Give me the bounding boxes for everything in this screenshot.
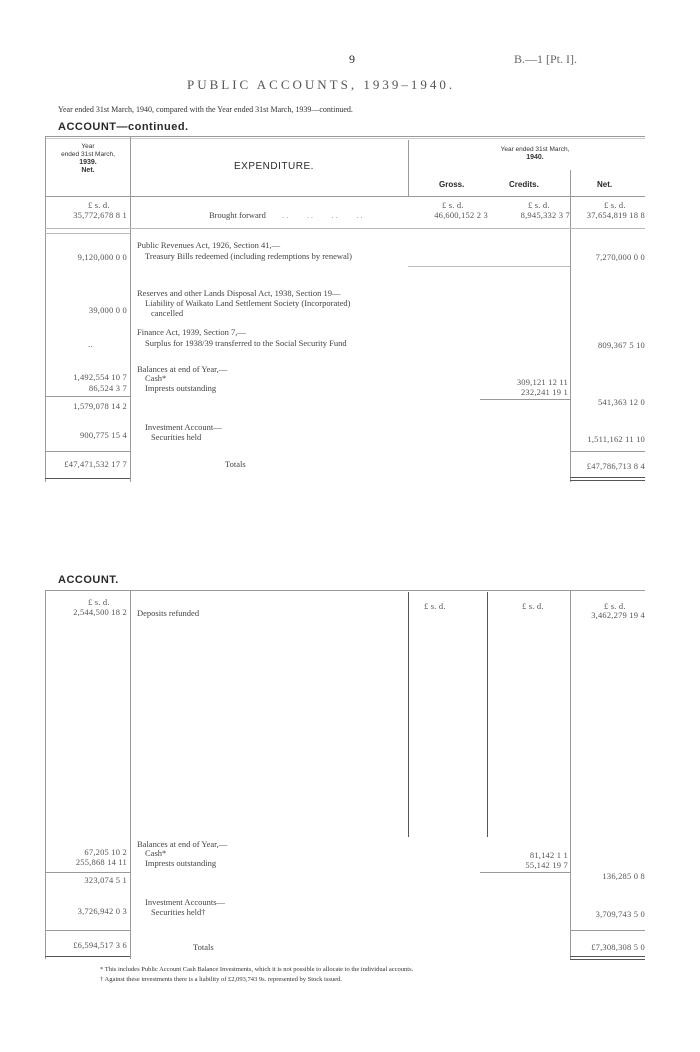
totals-label: Totals	[225, 459, 246, 469]
units-gross: £ s. d.	[442, 200, 464, 210]
balances2-line1: Balances at end of Year,—	[137, 839, 228, 849]
column-header-expenditure: EXPENDITURE.	[234, 161, 314, 172]
investment2-net: 3,709,743 5 0	[595, 909, 645, 919]
finance-line2: Surplus for 1938/39 transferred to the Social Security Fund	[145, 338, 347, 348]
reserves-1939: 39,000 0 0	[88, 305, 127, 315]
balances2-imprests-credits: 55,142 19 7	[525, 860, 568, 870]
balances-imprests-label: Imprests outstanding	[145, 383, 217, 393]
footnote-2: † Against these investments there is a liability of £2,093,743 9s. represented by Stock issued.	[100, 976, 342, 983]
units-left-2: £ s. d.	[88, 597, 110, 607]
section-heading-account-continued: ACCOUNT—continued.	[58, 121, 189, 133]
pra-line2: Treasury Bills redeemed (including redemptions by renewal)	[145, 251, 352, 261]
deposits-1939: 2,544,500 18 2	[73, 607, 127, 617]
units-left: £ s. d.	[88, 200, 110, 210]
investment-line2: Securities held	[151, 432, 202, 442]
document-reference: B.—1 [Pt. I].	[514, 52, 577, 66]
page-title: PUBLIC ACCOUNTS, 1939–1940.	[187, 77, 456, 92]
page-number: 9	[349, 52, 355, 66]
balances-total-1939: 1,579,078 14 2	[73, 401, 127, 411]
finance-line1: Finance Act, 1939, Section 7,—	[137, 327, 246, 337]
brought-forward-net: 37,654,819 18 8	[586, 210, 645, 220]
footnote-1: * This includes Public Account Cash Balance Investments, which it is not possible to allocate to the individual accounts.	[100, 966, 414, 973]
column-header-gross: Gross.	[439, 180, 465, 189]
balances2-total-1939: 323,074 5 1	[84, 875, 127, 885]
balances2-cash-1939: 67,205 10 2	[84, 847, 127, 857]
column-header-net: Net.	[597, 180, 613, 189]
balances-line1: Balances at end of Year,—	[137, 364, 228, 374]
pra-1939: 9,120,000 0 0	[77, 252, 127, 262]
balances-net: 541,363 12 0	[597, 397, 645, 407]
reserves-line1: Reserves and other Lands Disposal Act, 1938, Section 19—	[137, 288, 341, 298]
balances-imprests-credits: 232,241 19 1	[520, 387, 568, 397]
balances2-net: 136,285 0 8	[602, 871, 645, 881]
deposits-net: 3,462,279 19 4	[591, 610, 645, 620]
balances2-cash-credits: 81,142 1 1	[529, 850, 568, 860]
totals2-label: Totals	[193, 942, 214, 952]
investment2-line1: Investment Accounts—	[145, 897, 226, 907]
units-credits: £ s. d.	[528, 200, 550, 210]
brought-forward-gross: 46,600,152 2 3	[434, 210, 488, 220]
balances2-imprests-label: Imprests outstanding	[145, 858, 217, 868]
balances2-cash-label: Cash*	[145, 848, 167, 858]
column-header-1940: Year ended 31st March, 1940.	[500, 146, 570, 161]
balances2-imprests-1939: 255,868 14 11	[75, 857, 127, 867]
leader-dots: .. .. .. ..	[282, 210, 365, 220]
section-heading-account: ACCOUNT.	[58, 574, 119, 586]
units-credits-2: £ s. d.	[522, 601, 544, 611]
investment-net: 1,511,162 11 10	[587, 434, 645, 444]
units-net: £ s. d.	[604, 200, 626, 210]
investment2-1939: 3,726,942 0 3	[77, 906, 127, 916]
pra-net: 7,270,000 0 0	[595, 252, 645, 262]
units-gross-2: £ s. d.	[424, 601, 446, 611]
reserves-line2: Liability of Waikato Land Settlement Society (Incorporated)	[145, 298, 351, 308]
balances-cash-1939: 1,492,554 10 7	[73, 372, 127, 382]
units-net-2: £ s. d.	[604, 601, 626, 611]
finance-1939: ..	[88, 339, 93, 349]
investment2-line2: Securities held†	[151, 907, 206, 917]
balances-imprests-1939: 86,524 3 7	[88, 383, 127, 393]
finance-net: 809,367 5 10	[597, 340, 645, 350]
brought-forward-credits: 8,945,332 3 7	[520, 210, 570, 220]
investment-1939: 900,775 15 4	[79, 430, 127, 440]
pra-line1: Public Revenues Act, 1926, Section 41,—	[137, 240, 281, 250]
column-header-credits: Credits.	[509, 180, 539, 189]
totals2-net: £7,308,308 5 0	[591, 942, 645, 952]
page-subtitle: Year ended 31st March, 1940, compared with the Year ended 31st March, 1939—continued.	[58, 105, 353, 114]
column-header-1939: Year ended 31st March, 1939. Net.	[61, 143, 115, 174]
totals2-1939: £6,594,517 3 6	[73, 940, 127, 950]
reserves-line3: cancelled	[151, 308, 184, 318]
balances-cash-label: Cash*	[145, 373, 167, 383]
brought-forward-1939: 35,772,678 8 1	[73, 210, 127, 220]
investment-line1: Investment Account—	[145, 422, 222, 432]
deposits-label: Deposits refunded	[137, 608, 200, 618]
totals-net: £47,786,713 8 4	[586, 461, 645, 471]
totals-1939: £47,471,532 17 7	[64, 459, 127, 469]
brought-forward-label: Brought forward	[209, 210, 266, 220]
balances-cash-credits: 309,121 12 11	[516, 377, 568, 387]
